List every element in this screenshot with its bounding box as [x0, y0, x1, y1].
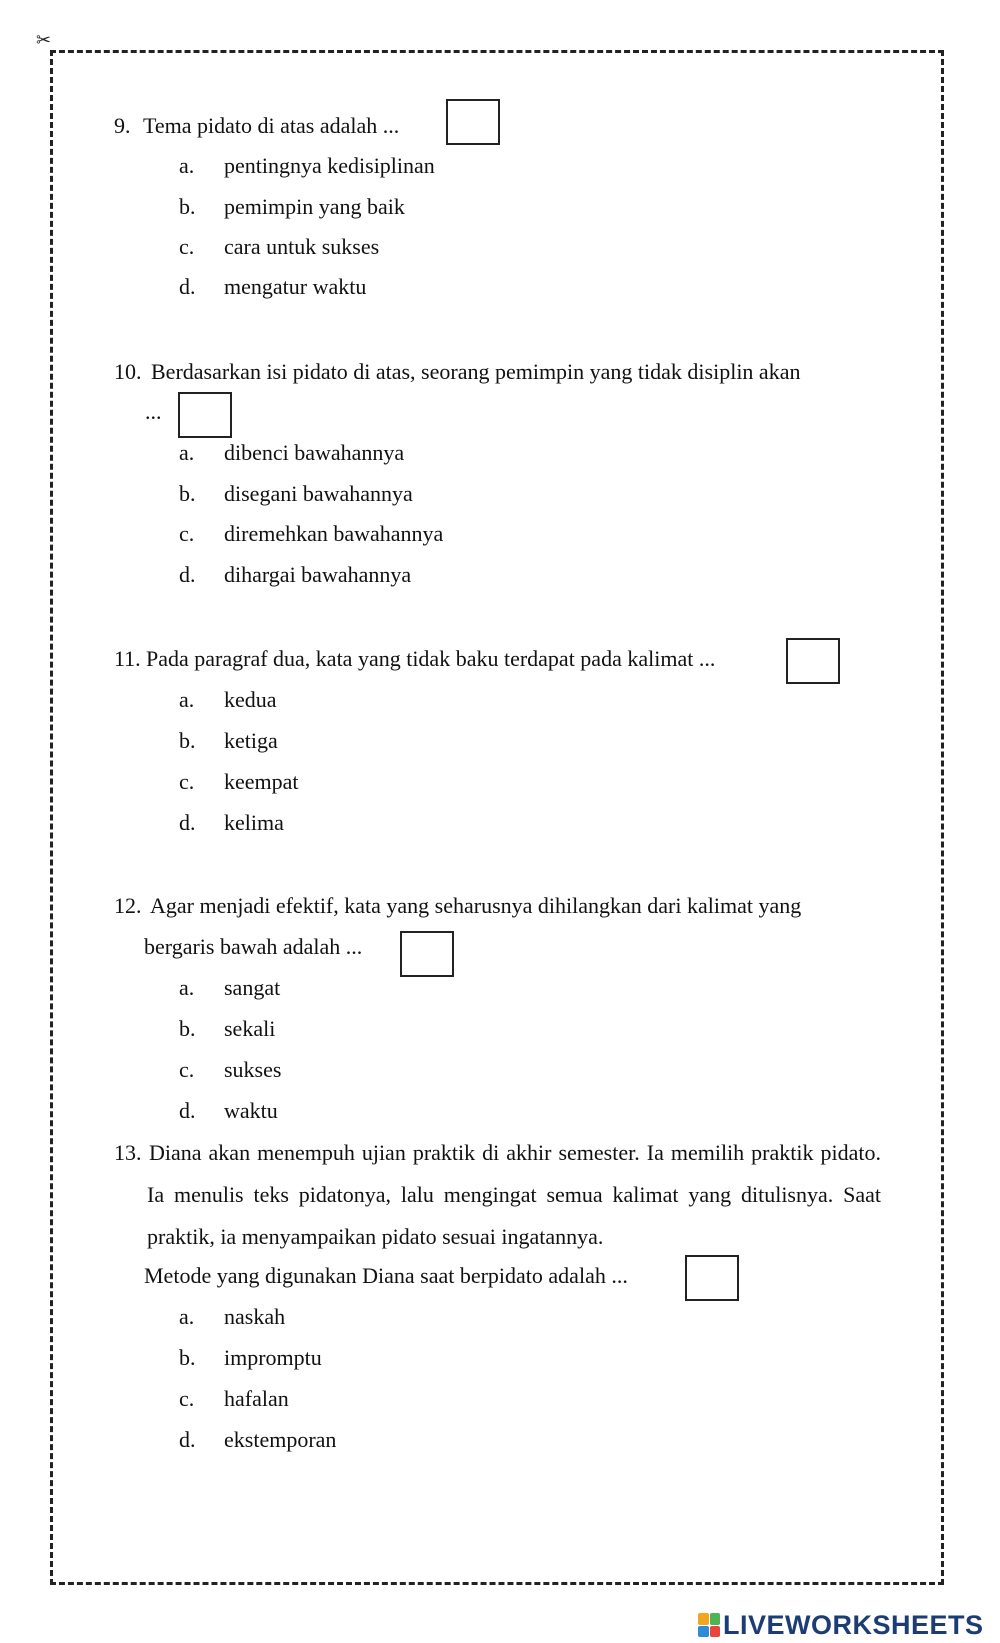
- option-letter: b.: [179, 1016, 196, 1041]
- question-text: Agar menjadi efektif, kata yang seharusnya dihilangkan dari kalimat yang: [150, 893, 802, 918]
- option-text: disegani bawahannya: [224, 481, 413, 506]
- option-text: ketiga: [224, 728, 278, 753]
- question-number: 10.: [114, 359, 142, 384]
- option-letter: b.: [179, 1345, 196, 1370]
- option-letter: a.: [179, 687, 195, 712]
- option-letter: a.: [179, 1304, 195, 1329]
- question-number: 12.: [114, 893, 142, 918]
- option-letter: d.: [179, 810, 196, 835]
- answer-box-9[interactable]: [446, 99, 500, 145]
- answer-box-13[interactable]: [685, 1255, 739, 1301]
- option-letter: d.: [179, 274, 196, 299]
- liveworksheets-logo[interactable]: [698, 1611, 984, 1639]
- option-letter: a.: [179, 975, 195, 1000]
- question-text: Berdasarkan isi pidato di atas, seorang pemimpin yang tidak disiplin akan: [151, 359, 801, 384]
- question-paragraph: Diana akan menempuh ujian praktik di akhir semester. Ia memilih praktik pidato. Ia menulis teks pidatonya, lalu mengingat semua kalimat yang ditulisnya. Saat praktik, ia menyampaikan pidato sesuai ingatannya.: [147, 1140, 881, 1249]
- question-text: Tema pidato di atas adalah ...: [143, 113, 400, 138]
- brand-name: LIVEWORKSHEETS: [723, 1609, 984, 1640]
- option-text: sekali: [224, 1016, 276, 1041]
- option-text: cara untuk sukses: [224, 234, 380, 259]
- option-letter: c.: [179, 234, 195, 259]
- option-letter: c.: [179, 521, 195, 546]
- option-text: impromptu: [224, 1345, 322, 1370]
- option-text: dibenci bawahannya: [224, 440, 405, 465]
- option-letter: b.: [179, 728, 196, 753]
- option-text: hafalan: [224, 1386, 289, 1411]
- option-text: sukses: [224, 1057, 282, 1082]
- option-text: waktu: [224, 1098, 278, 1123]
- scissors-icon: ✂: [36, 30, 52, 51]
- option-text: ekstemporan: [224, 1427, 337, 1452]
- question-number: 11.: [114, 646, 141, 671]
- option-letter: a.: [179, 153, 195, 178]
- question-text: Pada paragraf dua, kata yang tidak baku terdapat pada kalimat ...: [146, 646, 716, 671]
- option-text: diremehkan bawahannya: [224, 521, 444, 546]
- option-text: dihargai bawahannya: [224, 562, 412, 587]
- question-text-last-line: Metode yang digunakan Diana saat berpidato adalah ...: [144, 1263, 628, 1288]
- option-letter: d.: [179, 562, 196, 587]
- question-number: 9.: [114, 113, 131, 138]
- option-text: sangat: [224, 975, 281, 1000]
- option-text: kedua: [224, 687, 277, 712]
- answer-box-10[interactable]: [178, 392, 232, 438]
- answer-box-12[interactable]: [400, 931, 454, 977]
- option-letter: d.: [179, 1427, 196, 1452]
- option-text: naskah: [224, 1304, 286, 1329]
- option-text: kelima: [224, 810, 284, 835]
- logo-mark-icon: [698, 1613, 720, 1637]
- option-letter: b.: [179, 194, 196, 219]
- option-text: pemimpin yang baik: [224, 194, 405, 219]
- answer-box-11[interactable]: [786, 638, 840, 684]
- option-text: keempat: [224, 769, 299, 794]
- option-text: pentingnya kedisiplinan: [224, 153, 435, 178]
- option-letter: c.: [179, 1386, 195, 1411]
- option-letter: b.: [179, 481, 196, 506]
- option-letter: a.: [179, 440, 195, 465]
- question-number: 13.: [114, 1140, 142, 1165]
- option-letter: c.: [179, 1057, 195, 1082]
- option-text: mengatur waktu: [224, 274, 367, 299]
- option-letter: d.: [179, 1098, 196, 1123]
- question-text-continued: bergaris bawah adalah ...: [144, 934, 363, 959]
- option-letter: c.: [179, 769, 195, 794]
- question-text-continued: ...: [145, 399, 162, 424]
